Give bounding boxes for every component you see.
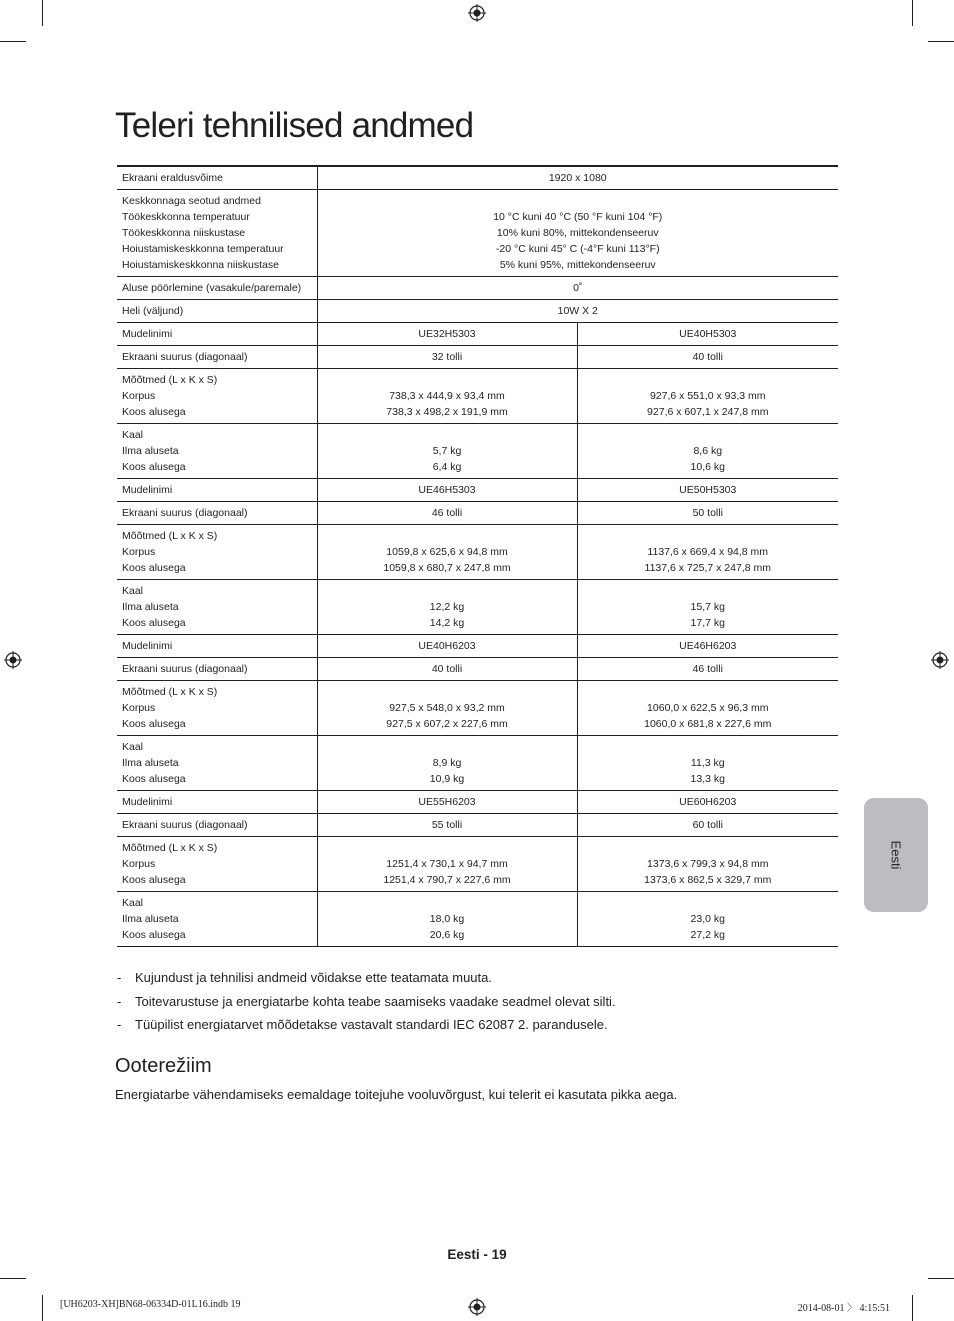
model-label: Mudelinimi [117, 323, 317, 346]
footer-timestamp: 2014-08-01 〉 4:15:51 [797, 1303, 890, 1314]
note-dash: - [117, 1017, 122, 1032]
cell-line: 1373,6 x 862,5 x 329,7 mm [644, 874, 772, 886]
cell-line: Mõõtmed (L x K x S) [122, 374, 218, 386]
cell-line: Ilma aluseta [122, 757, 179, 769]
cell-line: 14,2 kg [429, 617, 465, 629]
model-name: UE46H6203 [577, 635, 838, 658]
model-name: UE40H5303 [577, 323, 838, 346]
cell-line: Aluse pöörlemine (vasakule/paremale) [122, 282, 302, 294]
size-label: Ekraani suurus (diagonaal) [117, 658, 317, 681]
table-row [117, 190, 838, 277]
cell-line: Kaal [122, 585, 144, 597]
dimension-row [117, 837, 838, 892]
registration-mark-icon [468, 4, 486, 22]
cell-line: 10 °C kuni 40 °C (50 °F kuni 104 °F) [493, 211, 663, 223]
cell-line: 1137,6 x 669,4 x 94,8 mm [647, 546, 769, 558]
cell-line: -20 °C kuni 45° C (-4°F kuni 113°F) [495, 243, 660, 255]
size-label: Ekraani suurus (diagonaal) [117, 502, 317, 525]
cell-line: Hoiustamiskeskkonna temperatuur [122, 243, 284, 255]
spec-value [317, 190, 838, 277]
cell-line: 10,6 kg [690, 461, 725, 473]
cell-line: Ilma aluseta [122, 445, 179, 457]
cell-line: Koos alusega [122, 562, 186, 574]
dimension-row [117, 681, 838, 736]
crop-mark [928, 1278, 954, 1279]
weight-value [317, 892, 577, 947]
model-name: UE40H6203 [317, 635, 577, 658]
cell-line: 1137,6 x 725,7 x 247,8 mm [644, 562, 771, 574]
cell-line: Heli (väljund) [122, 305, 184, 317]
cell-line: 15,7 kg [690, 601, 725, 613]
spec-table [117, 165, 838, 947]
weight-row [117, 580, 838, 635]
dimension-row [117, 525, 838, 580]
cell-line: 1251,4 x 730,1 x 94,7 mm [386, 858, 508, 870]
note-item [117, 1017, 616, 1033]
cell-line: Kaal [122, 741, 144, 753]
dimension-value [317, 837, 577, 892]
cell-line: 927,6 x 551,0 x 93,3 mm [649, 390, 766, 402]
screen-size: 40 tolli [317, 658, 577, 681]
weight-label [117, 736, 317, 791]
cell-line: 1920 x 1080 [548, 172, 607, 184]
model-row [117, 635, 838, 658]
model-label: Mudelinimi [117, 791, 317, 814]
weight-label [117, 580, 317, 635]
screen-size: 32 tolli [317, 346, 577, 369]
page-number: Eesti - 19 [447, 1247, 507, 1262]
cell-line: Kaal [122, 429, 144, 441]
cell-line: 0˚ [573, 282, 583, 294]
size-row [117, 346, 838, 369]
note-dash: - [117, 993, 122, 1009]
cell-line: Korpus [122, 390, 156, 402]
weight-label [117, 892, 317, 947]
spec-label [117, 190, 317, 277]
weight-row [117, 424, 838, 479]
cell-line: Koos alusega [122, 461, 186, 473]
registration-mark-icon [931, 651, 949, 669]
cell-line: Ilma aluseta [122, 601, 179, 613]
note-item [117, 970, 616, 986]
dimension-value [577, 525, 838, 580]
model-name: UE32H5303 [317, 323, 577, 346]
cell-line: Korpus [122, 858, 156, 870]
cell-line: Kaal [122, 897, 144, 909]
cell-line: 6,4 kg [432, 461, 462, 473]
notes-list [117, 970, 616, 1041]
model-row [117, 479, 838, 502]
spec-value [317, 277, 838, 300]
spec-value [317, 166, 838, 190]
weight-label [117, 424, 317, 479]
model-row [117, 791, 838, 814]
screen-size: 40 tolli [577, 346, 838, 369]
cell-line: Mõõtmed (L x K x S) [122, 530, 218, 542]
registration-mark-icon [468, 1298, 486, 1316]
cell-line: Korpus [122, 546, 156, 558]
table-row [117, 166, 838, 190]
cell-line: Koos alusega [122, 406, 186, 418]
cell-line: Korpus [122, 702, 156, 714]
dimension-label [117, 369, 317, 424]
cell-line: 5% kuni 95%, mittekondenseeruv [499, 259, 656, 271]
screen-size: 60 tolli [577, 814, 838, 837]
model-name: UE60H6203 [577, 791, 838, 814]
language-tab [864, 798, 928, 912]
cell-line: Ekraani eraldusvõime [122, 172, 223, 184]
crop-mark [912, 0, 913, 26]
size-label: Ekraani suurus (diagonaal) [117, 814, 317, 837]
cell-line: 8,6 kg [693, 445, 723, 457]
cell-line: Mõõtmed (L x K x S) [122, 686, 218, 698]
cell-line: Koos alusega [122, 929, 186, 941]
cell-line: Koos alusega [122, 773, 186, 785]
model-row [117, 323, 838, 346]
page-title: Teleri tehnilised andmed [115, 106, 474, 145]
crop-mark [928, 41, 954, 42]
model-label: Mudelinimi [117, 479, 317, 502]
model-label: Mudelinimi [117, 635, 317, 658]
dimension-value [317, 369, 577, 424]
cell-line: 1373,6 x 799,3 x 94,8 mm [647, 858, 769, 870]
weight-value [577, 424, 838, 479]
cell-line: 18,0 kg [429, 913, 465, 925]
weight-value [577, 736, 838, 791]
weight-row [117, 892, 838, 947]
cell-line: 13,3 kg [690, 773, 725, 785]
cell-line: Keskkonnaga seotud andmed [122, 195, 261, 207]
cell-line: 10,9 kg [429, 773, 465, 785]
footer-file-info: [UH6203-XH]BN68-06334D-01L16.indb 19 [60, 1299, 241, 1310]
dimension-label [117, 837, 317, 892]
cell-line: Mõõtmed (L x K x S) [122, 842, 218, 854]
weight-value [577, 580, 838, 635]
cell-line: 23,0 kg [690, 913, 725, 925]
size-label: Ekraani suurus (diagonaal) [117, 346, 317, 369]
crop-mark [0, 1278, 26, 1279]
cell-line: 27,2 kg [690, 929, 725, 941]
cell-line: 1251,4 x 790,7 x 227,6 mm [383, 874, 511, 886]
model-name: UE46H5303 [317, 479, 577, 502]
table-row [117, 300, 838, 323]
dimension-value [577, 681, 838, 736]
spec-label [117, 300, 317, 323]
note-text: Toitevarustuse ja energiatarbe kohta teabe saamiseks vaadake seadmel olevat silti. [135, 993, 616, 1009]
dimension-value [577, 837, 838, 892]
size-row [117, 814, 838, 837]
cell-line: 738,3 x 444,9 x 93,4 mm [389, 390, 505, 402]
weight-value [317, 580, 577, 635]
dimension-label [117, 681, 317, 736]
dimension-label [117, 525, 317, 580]
dimension-row [117, 369, 838, 424]
weight-value [577, 892, 838, 947]
cell-line: 927,5 x 607,2 x 227,6 mm [386, 718, 508, 730]
cell-line: 1060,0 x 681,8 x 227,6 mm [644, 718, 772, 730]
cell-line: 8,9 kg [432, 757, 462, 769]
screen-size: 46 tolli [577, 658, 838, 681]
dimension-value [317, 525, 577, 580]
standby-heading: Ooterežiim [115, 1055, 212, 1077]
size-row [117, 658, 838, 681]
cell-line: Ilma aluseta [122, 913, 179, 925]
cell-line: 5,7 kg [432, 445, 462, 457]
screen-size: 50 tolli [577, 502, 838, 525]
cell-line: 1059,8 x 680,7 x 247,8 mm [383, 562, 511, 574]
cell-line: Töökeskkonna temperatuur [122, 211, 250, 223]
spec-label [117, 166, 317, 190]
model-name: UE55H6203 [317, 791, 577, 814]
size-row [117, 502, 838, 525]
cell-line: 1059,8 x 625,6 x 94,8 mm [386, 546, 508, 558]
registration-mark-icon [4, 651, 22, 669]
dimension-value [577, 369, 838, 424]
cell-line: 10% kuni 80%, mittekondenseeruv [496, 227, 659, 239]
note-text: Kujundust ja tehnilisi andmeid võidakse ette teatamata muuta. [135, 970, 492, 985]
crop-mark [0, 41, 26, 42]
cell-line: 20,6 kg [429, 929, 465, 941]
cell-line: 12,2 kg [429, 601, 465, 613]
cell-line: Koos alusega [122, 617, 186, 629]
screen-size: 46 tolli [317, 502, 577, 525]
cell-line: 11,3 kg [690, 757, 725, 769]
cell-line: 927,5 x 548,0 x 93,2 mm [389, 702, 505, 714]
weight-value [317, 424, 577, 479]
screen-size: 55 tolli [317, 814, 577, 837]
standby-text: Energiatarbe vähendamiseks eemaldage toitejuhe vooluvõrgust, kui telerit ei kasutata pikka aega. [115, 1087, 678, 1102]
crop-mark [912, 1295, 913, 1321]
cell-line: 927,6 x 607,1 x 247,8 mm [647, 406, 769, 418]
crop-mark [42, 1295, 43, 1321]
weight-row [117, 736, 838, 791]
dimension-value [317, 681, 577, 736]
cell-line: 17,7 kg [690, 617, 725, 629]
table-row [117, 277, 838, 300]
note-item [117, 994, 616, 1010]
cell-line: Töökeskkonna niiskustase [122, 227, 246, 239]
weight-value [317, 736, 577, 791]
model-name: UE50H5303 [577, 479, 838, 502]
crop-mark [42, 0, 43, 26]
cell-line: Koos alusega [122, 874, 186, 886]
spec-value [317, 300, 838, 323]
spec-label [117, 277, 317, 300]
cell-line: Hoiustamiskeskkonna niiskustase [122, 259, 279, 271]
language-tab-label: Eesti [888, 840, 904, 870]
cell-line: 10W X 2 [557, 305, 598, 317]
note-text: Tüüpilist energiatarvet mõõdetakse vastavalt standardi IEC 62087 2. parandusele. [135, 1017, 608, 1032]
cell-line: 1060,0 x 622,5 x 96,3 mm [647, 702, 769, 714]
cell-line: Koos alusega [122, 718, 186, 730]
note-dash: - [117, 970, 122, 985]
cell-line: 738,3 x 498,2 x 191,9 mm [386, 406, 508, 418]
